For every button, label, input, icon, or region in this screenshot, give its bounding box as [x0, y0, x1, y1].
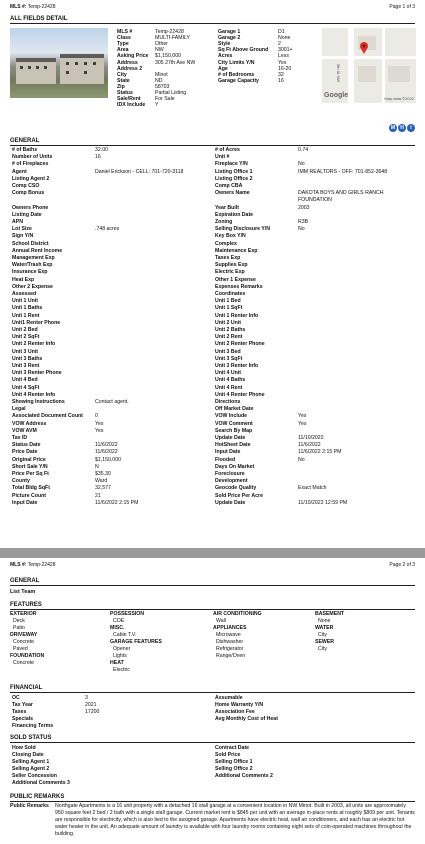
feature-column	[315, 611, 344, 653]
listing-icons	[388, 124, 415, 132]
field-label: Off Market Date	[215, 406, 254, 413]
google-logo: Google	[324, 92, 349, 99]
public-remarks-text: Northgate Apartments is a 16 unit property with a detached 16 stall garage at a convenient location in NW Minot. Built in 2003, all units are approximately 950 square feet 2 bed / 2 bath with a single stall garage. Current market rent is $845 per unit with an average in-place rents at roughly $809 per unit. Tenants are responsible for electricity, which is also tied to the assigned garage. Apartments have electric heat, wall air conditioners, and each has an electric hot water heater in the unit. An adequate amount of laundry is available with four laundry rooms containing eight sets of coin-operated machines throughout the building.	[55, 803, 415, 837]
field-value: Exact Match	[298, 485, 327, 492]
field-label: Unit 1 Renter Info	[215, 312, 259, 319]
field-label: Tax ID	[12, 435, 28, 441]
field-label: Acres	[218, 53, 233, 60]
feature-heading: POSSESSION	[110, 611, 145, 617]
field-value: 17200	[85, 709, 100, 715]
field-value: .748 acres	[95, 226, 120, 233]
map-street-label: 5th St NW	[336, 64, 341, 83]
h-icon[interactable]: H	[398, 124, 406, 132]
feature-column	[110, 611, 162, 674]
field-label: Sale/Rent	[117, 96, 141, 103]
field-label: Unit 2 Rent	[215, 334, 243, 341]
field-label: Additional Comments 3	[12, 780, 70, 786]
field-label: Owners Phone	[12, 204, 49, 211]
field-value: 16-20	[278, 65, 292, 72]
field-value: 2	[278, 41, 281, 48]
field-value: Temp-22428	[155, 29, 184, 35]
feature-item: Concrete	[13, 639, 35, 645]
field-label: Listing Agent 2	[12, 175, 50, 182]
field-label: Assessed	[12, 291, 37, 297]
section-general: GENERAL	[10, 137, 415, 146]
field-label: Annual Rent Income	[12, 247, 63, 254]
mls-label: MLS #:	[10, 562, 27, 568]
field-value: Minot	[155, 71, 168, 78]
field-label: Unit 3 Rent	[12, 363, 40, 369]
field-label: Picture Count	[12, 492, 47, 499]
feature-item: Microwave	[216, 632, 241, 638]
field-value: Ward	[95, 478, 108, 485]
field-label: Comp Bonus	[12, 190, 45, 197]
field-label: Garage Capacity	[218, 77, 259, 84]
field-label: Showing Instructions	[12, 399, 65, 405]
field-value: Less	[278, 53, 289, 60]
section-sold-status: SOLD STATUS	[10, 734, 415, 743]
field-value: 0.74	[298, 147, 309, 153]
field-label: VOW Address	[12, 420, 47, 427]
field-label: Selling Office 1	[215, 759, 253, 765]
window	[93, 62, 96, 65]
field-label: Search By Map	[215, 427, 253, 434]
field-label: HotSheet Date	[215, 442, 251, 449]
section-all-fields: ALL FIELDS DETAIL	[10, 15, 415, 24]
field-label: Geocode Quality	[215, 485, 257, 492]
feature-heading: APPLIANCES	[213, 625, 247, 631]
mls-value: Temp-22428	[27, 562, 56, 568]
field-value: $1,150,000	[95, 456, 121, 463]
feature-heading: EXTERIOR	[10, 611, 37, 617]
feature-item: Paved	[13, 646, 28, 652]
field-value: R3B	[298, 219, 309, 225]
field-label: Contract Date	[215, 745, 250, 751]
section-financial: FINANCIAL	[10, 684, 415, 693]
field-value: 0	[95, 413, 98, 420]
page-header	[10, 4, 415, 11]
feature-item: Opener	[113, 646, 131, 652]
field-value: Contact agent.	[95, 399, 129, 405]
field-value: Yes	[298, 420, 307, 427]
field-label: Fireplace Y/N	[215, 161, 248, 168]
field-label: Selling Disclosure Y/N	[215, 226, 270, 233]
field-value: 305 27th Ave NW	[155, 59, 196, 66]
field-value: FOUNDATION	[298, 197, 332, 204]
field-label: Update Date	[215, 435, 246, 441]
field-label: Specials	[12, 716, 34, 722]
field-value: 16	[278, 77, 284, 84]
field-label: Lot Size	[12, 226, 32, 233]
field-label: Electric Exp	[215, 269, 245, 276]
field-value: ND	[155, 77, 163, 84]
field-label: Development	[215, 478, 248, 485]
feature-heading: WATER	[315, 625, 334, 631]
field-label: Year Built	[215, 204, 239, 211]
field-label: Listing Date	[12, 211, 42, 218]
field-label: City Limits Y/N	[218, 59, 255, 66]
field-label: Address 2	[117, 65, 143, 72]
field-label: Garage 1	[218, 29, 241, 35]
field-label: VOW AVM	[12, 427, 37, 434]
field-label: Closing Date	[12, 752, 44, 758]
field-value: Y	[155, 102, 159, 109]
field-label: Management Exp	[12, 255, 55, 261]
field-value: No	[298, 226, 305, 233]
field-label: Unit 1 Rent	[12, 312, 40, 319]
field-label: # of Acres	[215, 147, 240, 153]
field-label: # of Baths	[12, 147, 38, 153]
field-label: Assumable	[215, 695, 243, 701]
field-value: No	[298, 456, 305, 463]
feature-item: Patio	[13, 625, 25, 631]
field-label: APN	[12, 219, 23, 225]
feature-item: Electric	[113, 667, 131, 673]
field-label: Selling Agent 1	[12, 759, 50, 765]
field-label: Water/Trash Exp	[12, 262, 53, 269]
page-header	[10, 562, 415, 569]
property-photo[interactable]	[10, 28, 108, 98]
field-label: Heat Exp	[12, 276, 35, 283]
field-value: DAKOTA BOYS AND GIRLS RANCH	[298, 190, 384, 197]
feature-item: Refrigerator	[216, 646, 244, 652]
window	[66, 62, 69, 65]
field-label: Unit1 Renter Phone	[12, 319, 61, 326]
section-public-remarks: PUBLIC REMARKS	[10, 793, 415, 802]
map-copyright: Map data ©2022	[384, 96, 414, 101]
field-label: VOW Comment	[215, 420, 253, 427]
field-value: 2021	[85, 702, 97, 708]
field-label: Age	[218, 65, 228, 72]
field-label: Style	[218, 41, 231, 48]
feature-item: Cable T.V.	[113, 632, 137, 638]
field-label: Financing Terms	[12, 723, 54, 729]
field-value: Yes	[278, 59, 287, 66]
field-value: Other	[155, 41, 168, 48]
feature-column	[213, 611, 262, 660]
section-general: GENERAL	[10, 577, 415, 586]
field-label: Garage 2	[218, 35, 241, 42]
field-label: Zip	[117, 83, 125, 90]
field-label: Unit 4 Unit	[215, 370, 241, 377]
public-remarks-label: Public Remarks	[10, 803, 49, 809]
building-right	[60, 54, 104, 84]
field-label: Unit 2 Unit	[215, 319, 241, 326]
field-value: 58703	[155, 83, 170, 90]
field-label: Unit 1 Unit	[12, 298, 38, 305]
field-label: Seller Concession	[12, 773, 57, 779]
feature-item: COE	[113, 618, 125, 624]
field-label: MLS #	[117, 29, 133, 35]
field-label: Comp CSO	[12, 183, 40, 189]
field-value: $1,150,000	[155, 53, 181, 60]
field-label: Expiration Date	[215, 211, 254, 218]
field-label: OC	[12, 695, 20, 701]
field-value: 32,577	[95, 485, 111, 492]
window	[28, 66, 31, 69]
window	[75, 62, 78, 65]
field-label: Unit 3 SqFt	[215, 355, 243, 362]
field-label: # of Fireplaces	[12, 161, 49, 168]
field-label: How Sold	[12, 745, 36, 751]
field-label: Flooded	[215, 456, 236, 463]
field-label: Asking Price	[117, 53, 149, 60]
field-label: Association Fee	[215, 709, 255, 715]
mls-value: Temp-22428	[27, 4, 56, 10]
field-value: 16	[95, 154, 101, 161]
field-label: Class	[117, 35, 131, 42]
field-label: Status	[117, 90, 133, 96]
field-label: Expenses Remarks	[215, 283, 263, 290]
field-label: Unit 3 Bed	[215, 348, 241, 355]
field-value: N	[95, 463, 99, 470]
field-value: 3001+	[278, 47, 293, 54]
field-label: Key Box Y/N	[215, 233, 246, 240]
field-label: Unit 4 Baths	[215, 377, 246, 384]
field-label: State	[117, 77, 130, 84]
field-label: # of Bedrooms	[218, 71, 255, 78]
field-label: Selling Agent 2	[12, 766, 50, 772]
field-label: Days On Market	[215, 463, 255, 470]
field-label: Total Bldg SqFt	[12, 485, 50, 492]
field-label: Listing Office 2	[215, 175, 253, 182]
feature-item: Dishwasher	[216, 639, 244, 645]
field-label: Unit #	[215, 154, 230, 161]
field-label: County	[12, 478, 30, 485]
field-label: Directions	[215, 399, 241, 405]
field-label: Unit 3 Renter Info	[215, 363, 259, 369]
field-label: Sign Y/N	[12, 233, 34, 240]
field-label: Unit 1 SqFt	[215, 305, 243, 312]
field-value: NW	[155, 47, 164, 54]
feature-heading: DRIVEWAY	[10, 632, 38, 638]
field-label: Sold Price	[215, 752, 241, 758]
field-value: 21	[95, 492, 101, 499]
field-label: Other 1 Expense	[215, 276, 256, 283]
field-label: Unit 2 Baths	[215, 327, 246, 333]
feature-heading: MISC.	[110, 625, 125, 631]
field-label: Update Date	[215, 499, 246, 506]
feature-column	[10, 611, 44, 667]
window	[84, 62, 87, 65]
window	[20, 66, 23, 69]
field-value: 11/6/2022	[298, 442, 321, 449]
field-label: Unit 4 SqFt	[12, 384, 40, 391]
field-label: Legal	[12, 406, 26, 413]
field-value: 32	[278, 71, 284, 78]
field-value: 11/10/2022	[298, 435, 324, 441]
field-value: Partial Listing	[155, 90, 187, 96]
field-label: Input Date	[12, 499, 38, 506]
field-label: Unit 4 Bed	[12, 377, 38, 384]
field-label: Price Per Sq Ft	[12, 471, 49, 477]
field-label: Price Date	[12, 449, 38, 456]
field-label: Supplies Exp	[215, 262, 248, 269]
feature-heading: GARAGE FEATURES	[110, 639, 162, 645]
page-number: Page 1 of 3	[389, 4, 415, 10]
field-value: Yes	[95, 427, 104, 434]
feature-heading: SEWER	[315, 639, 335, 645]
feature-heading: HEAT	[110, 660, 124, 666]
page-gap	[0, 548, 425, 558]
section-features: FEATURES	[10, 601, 415, 610]
field-value: 2003	[298, 204, 310, 211]
field-label: Original Price	[12, 456, 46, 463]
field-label: Insurance Exp	[12, 269, 48, 276]
field-label: Unit 2 Renter Phone	[215, 341, 265, 348]
field-label: Number of Units	[12, 154, 53, 161]
field-label: Unit 1 Bed	[215, 298, 241, 305]
building-left	[16, 58, 56, 84]
field-value: 11/6/2022 2:15 PM	[298, 449, 342, 456]
feature-item: None	[318, 618, 331, 624]
field-value: 11/6/2022 2:15 PM	[95, 499, 139, 506]
field-label: Unit 2 Bed	[12, 327, 38, 333]
i-icon[interactable]: I	[407, 124, 415, 132]
field-value: For Sale	[155, 96, 175, 103]
window	[44, 66, 47, 69]
field-label: Unit 2 Renter Info	[12, 341, 56, 348]
field-label: Unit 3 Unit	[12, 348, 38, 355]
window	[66, 71, 69, 74]
list-team-label: List Team	[10, 589, 36, 595]
field-label: Type	[117, 41, 129, 48]
field-value: 11/6/2022	[95, 449, 118, 456]
field-label: Zoning	[215, 219, 233, 225]
field-label: Status Date	[12, 442, 41, 449]
feature-item: Lights	[113, 653, 127, 659]
field-label: Unit 1 Baths	[12, 305, 43, 312]
field-label: Unit 4 Rent	[215, 384, 243, 391]
field-label: Comp CBA	[215, 183, 243, 189]
field-label: Avg Monthly Cost of Heat	[215, 716, 278, 722]
mls-label: MLS #:	[10, 4, 27, 10]
field-label: Taxes	[12, 709, 27, 715]
field-label: Home Warranty Y/N	[215, 702, 264, 708]
field-label: Unit 3 Baths	[12, 355, 43, 362]
window	[36, 66, 39, 69]
field-value: 11/6/2022	[95, 442, 118, 449]
m-icon[interactable]: M	[390, 125, 396, 131]
field-label: Tax Year	[12, 702, 33, 708]
field-label: Coordinates	[215, 291, 246, 297]
feature-item: Wall	[216, 618, 226, 624]
field-label: Short Sale Y/N	[12, 463, 48, 470]
feature-item: Range/Oven	[216, 653, 246, 659]
field-label: Taxes Exp	[215, 255, 241, 261]
field-value: 3	[85, 695, 88, 701]
feature-heading: AIR CONDITIONING	[213, 611, 262, 617]
feature-item: Concrete	[13, 660, 35, 666]
location-map[interactable]	[322, 28, 416, 103]
field-value: No	[298, 161, 305, 168]
field-value: Yes	[95, 420, 104, 427]
page-number: Page 2 of 3	[389, 562, 415, 568]
field-value: 32.00	[95, 147, 108, 153]
feature-item: City	[318, 646, 327, 652]
field-label: Additional Comments 2	[215, 773, 273, 779]
window	[84, 71, 87, 74]
page-2	[0, 558, 425, 844]
field-value: D1	[278, 29, 285, 35]
field-label: Address	[117, 59, 138, 66]
field-label: Unit 2 SqFt	[12, 334, 40, 341]
field-value: Daniel Erickson - CELL: 701-720-3118	[95, 168, 184, 175]
field-label: Sold Price Per Acre	[215, 492, 263, 499]
field-label: Area	[117, 47, 129, 54]
feature-item: Deck	[13, 618, 25, 624]
feature-heading: BASEMENT	[315, 611, 345, 617]
field-label: Associated Document Count	[12, 413, 83, 420]
field-value: Yes	[298, 413, 307, 420]
field-label: Selling Office 2	[215, 766, 253, 772]
field-label: School District	[12, 240, 49, 247]
field-value: 11/10/2022 12:59 PM	[298, 499, 348, 506]
field-value: None	[278, 35, 291, 42]
field-label: Owners Name	[215, 190, 250, 197]
field-label: Unit 4 Renter Info	[12, 391, 56, 398]
field-label: Sq Ft Above Ground	[218, 47, 269, 54]
field-value: $35.30	[95, 471, 111, 477]
field-label: Input Date	[215, 449, 241, 456]
field-value: IMM REALTORS - OFF: 701-852-3648	[298, 168, 388, 175]
feature-heading: FOUNDATION	[10, 653, 45, 659]
field-value: MULTI-FAMILY	[155, 35, 190, 42]
field-label: Unit 3 Renter Phone	[12, 370, 62, 377]
field-label: Maintenance Exp	[215, 247, 258, 254]
field-label: VOW Include	[215, 413, 247, 420]
feature-item: City	[318, 632, 327, 638]
field-label: Agent	[12, 168, 27, 175]
field-label: Other 2 Expense	[12, 283, 53, 290]
field-label: Foreclosure	[215, 471, 245, 477]
field-label: City	[117, 71, 127, 78]
field-label: Unit 4 Renter Phone	[215, 391, 265, 398]
field-label: Complex	[215, 240, 237, 247]
field-label: IDX Include	[117, 102, 146, 109]
field-label: Listing Office 1	[215, 168, 253, 175]
